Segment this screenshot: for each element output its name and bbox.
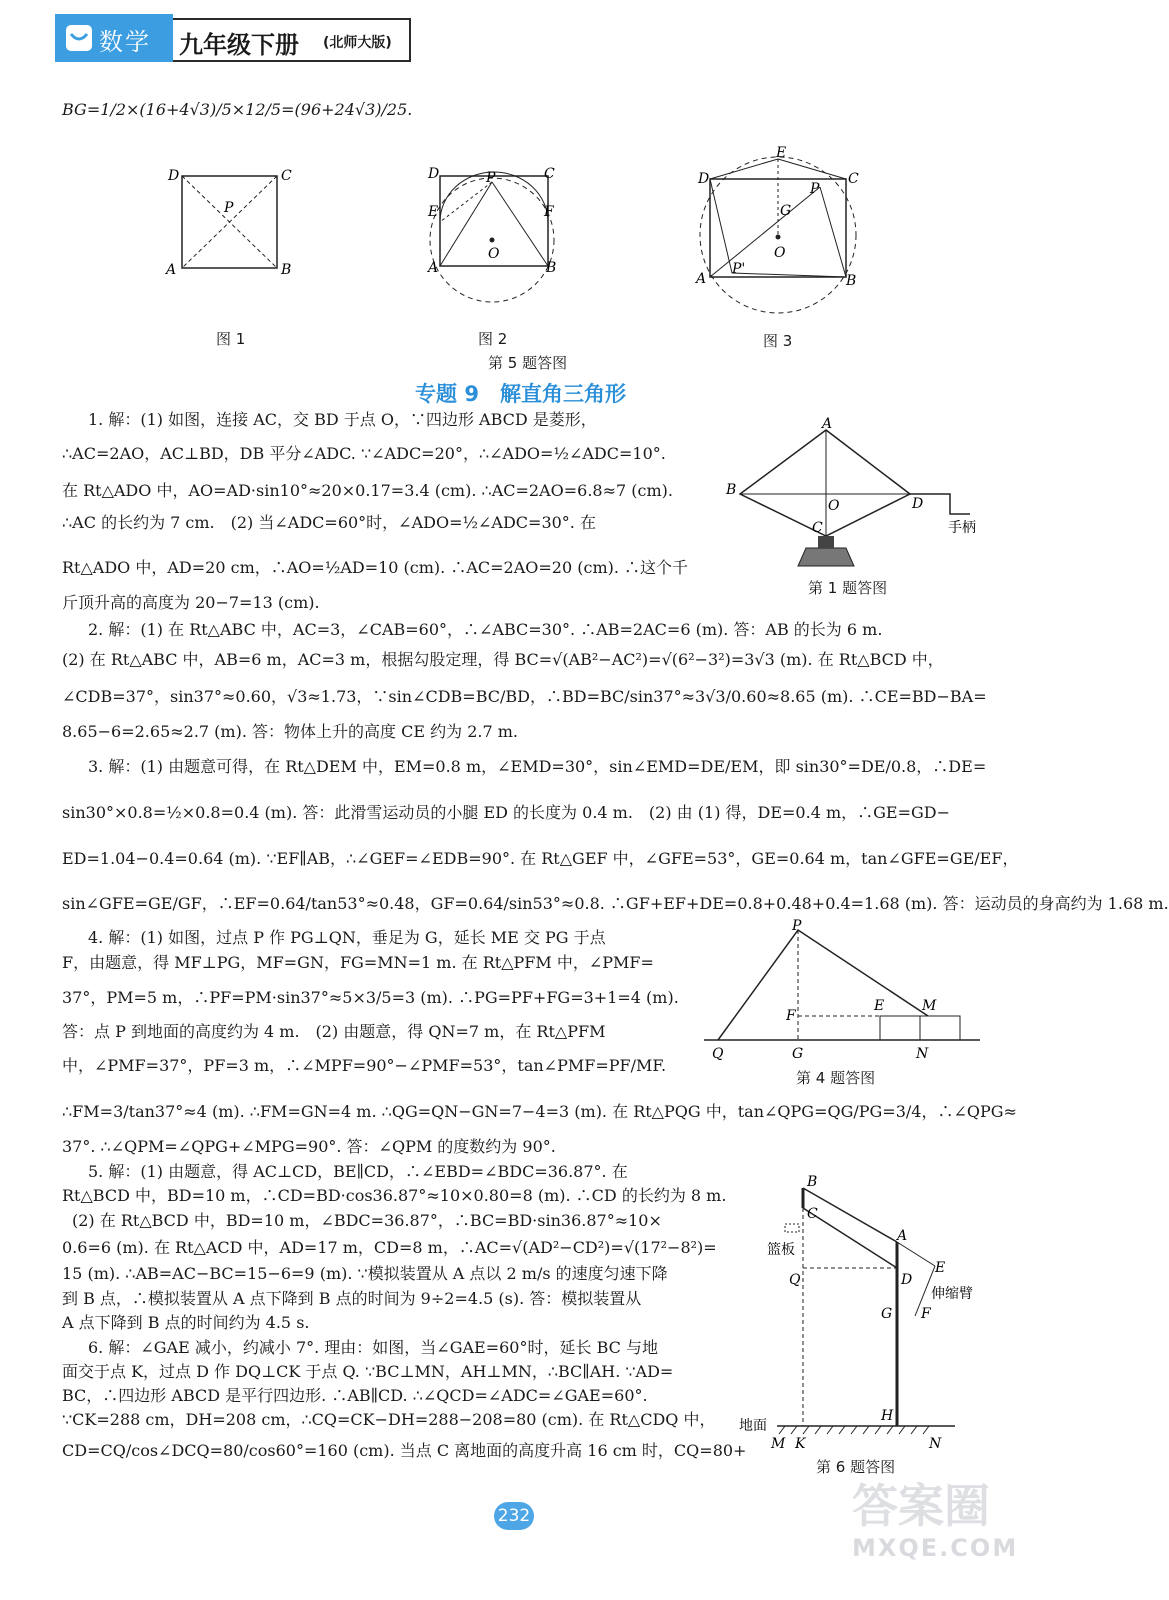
page-number: 232 bbox=[494, 1502, 534, 1530]
fig2-label-f: F bbox=[544, 204, 554, 220]
q6-label-e: E bbox=[935, 1260, 946, 1276]
text-line: 中，∠PMF=37°，PF=3 m，∴∠MPF=90°−∠PMF=53°，tan∠PMF=PF/MF. bbox=[62, 1056, 667, 1075]
q4-label-g: G bbox=[792, 1046, 804, 1062]
text-line: 到 B 点，∴模拟装置从 A 点下降到 B 点的时间为 9÷2=4.5 (s). 答：模拟装置从 bbox=[62, 1289, 642, 1308]
text-line: 0.6=6 (m). 在 Rt△ACD 中，AD=17 m，CD=8 m，∴AC=√(AD²−CD²)=√(17²−8²)= bbox=[62, 1238, 717, 1257]
text-line: 4. 解：(1) 如图，过点 P 作 PG⊥QN，垂足为 G，延长 ME 交 PG 于点 bbox=[88, 928, 606, 947]
text-line: 答：点 P 到地面的高度约为 4 m. (2) 由题意，得 QN=7 m，在 Rt△PFM bbox=[62, 1022, 606, 1041]
text-line: ∴AC 的长约为 7 cm. (2) 当∠ADC=60°时，∠ADO=½∠ADC=30°. 在 bbox=[62, 513, 596, 532]
text-line: ∴AC=2AO，AC⊥BD，DB 平分∠ADC. ∵∠ADC=20°，∴∠ADO=½∠ADC=10°. bbox=[62, 444, 666, 463]
q4-label-f: F bbox=[786, 1008, 796, 1024]
text-line: 5. 解：(1) 由题意，得 AC⊥CD，BE∥CD，∴∠EBD=∠BDC=36.87°. 在 bbox=[88, 1162, 628, 1181]
text-line: 在 Rt△ADO 中，AO=AD·sin10°≈20×0.17=3.4 (cm). ∴AC=2AO=6.8≈7 (cm). bbox=[62, 481, 673, 500]
q6-ground-label: 地面 bbox=[739, 1418, 767, 1434]
watermark-site: MXQE.COM bbox=[852, 1534, 1019, 1562]
text-line: BC，∴四边形 ABCD 是平行四边形. ∴AB∥CD. ∴∠QCD=∠ADC=∠GAE=60°. bbox=[62, 1386, 648, 1405]
fig1-label-b: B bbox=[281, 262, 292, 278]
fig3-label-c: C bbox=[848, 171, 859, 187]
book-icon bbox=[65, 24, 93, 52]
fig2-caption: 图 2 bbox=[478, 330, 508, 348]
fig3-label-o: O bbox=[774, 245, 786, 261]
q1-label-a: A bbox=[822, 416, 833, 432]
fig2-label-d: D bbox=[428, 166, 440, 182]
watermark-logo: 答案圈 bbox=[852, 1479, 990, 1533]
fig3-label-a: A bbox=[696, 271, 707, 287]
text-line: sin30°×0.8=½×0.8=0.4 (m). 答：此滑雪运动员的小腿 ED 的长度为 0.4 m. (2) 由 (1) 得，DE=0.4 m，∴GE=GD− bbox=[62, 803, 951, 822]
q6-label-h: H bbox=[881, 1408, 894, 1424]
figure-q1 bbox=[722, 418, 992, 578]
fig3-label-b: B bbox=[846, 273, 857, 289]
header-edition: (北师大版) bbox=[323, 35, 392, 51]
q6-label-k: K bbox=[795, 1436, 806, 1452]
text-line: CD=CQ/cos∠DCQ=80/cos60°=160 (cm). 当点 C 离地面的高度升高 16 cm 时，CQ=80+ bbox=[62, 1441, 747, 1460]
fig1-label-c: C bbox=[281, 168, 292, 184]
q6-label-q: Q bbox=[789, 1272, 801, 1288]
q4-label-q: Q bbox=[712, 1046, 724, 1062]
figure-3 bbox=[690, 145, 865, 315]
q4-label-n: N bbox=[916, 1046, 929, 1062]
fig3-caption: 图 3 bbox=[763, 332, 793, 350]
fig1-label-p: P bbox=[224, 200, 234, 216]
q4-label-e: E bbox=[874, 998, 885, 1014]
q6-label-d: D bbox=[901, 1272, 913, 1288]
q6-arm-label: 伸缩臂 bbox=[931, 1286, 973, 1302]
fig-q1-caption: 第 1 题答图 bbox=[808, 579, 888, 597]
figure-2 bbox=[420, 160, 570, 305]
fig1-caption: 图 1 bbox=[216, 330, 246, 348]
fig1-label-d: D bbox=[168, 168, 180, 184]
fig2-label-e: E bbox=[428, 204, 439, 220]
text-line: F，由题意，得 MF⊥PG，MF=GN，FG=MN=1 m. 在 Rt△PFM 中，∠PMF= bbox=[62, 953, 654, 972]
text-line: sin∠GFE=GE/GF，∴EF=0.64/tan53°≈0.48，GF=0.64/sin53°≈0.8. ∴GF+EF+DE=0.8+0.48+0.4=1.68 (m). 答：运动员的身高约为 1.68 m. bbox=[62, 894, 1169, 913]
q6-label-n: N bbox=[929, 1436, 942, 1452]
fig2-label-b: B bbox=[546, 260, 557, 276]
fig2-label-a: A bbox=[428, 260, 439, 276]
fig-q6-caption: 第 6 题答图 bbox=[816, 1458, 896, 1476]
text-line: 3. 解：(1) 由题意可得，在 Rt△DEM 中，EM=0.8 m，∠EMD=30°，sin∠EMD=DE/EM，即 sin30°=DE/0.8，∴DE= bbox=[88, 757, 987, 776]
figure-1 bbox=[160, 160, 310, 290]
text-line: Rt△BCD 中，BD=10 m，∴CD=BD·cos36.87°≈10×0.80=8 (m). ∴CD 的长约为 8 m. bbox=[62, 1186, 727, 1205]
fig5-group-caption: 第 5 题答图 bbox=[488, 354, 568, 372]
text-line: Rt△ADO 中，AD=20 cm，∴AO=½AD=10 (cm). ∴AC=2AO=20 (cm). ∴这个千 bbox=[62, 558, 689, 577]
q1-label-c: C bbox=[812, 520, 823, 536]
text-line: 面交于点 K，过点 D 作 DQ⊥CK 于点 Q. ∵BC⊥MN，AH⊥MN，∴BC∥AH. ∵AD= bbox=[62, 1362, 674, 1381]
q4-label-p: P bbox=[792, 918, 802, 934]
q1-label-o: O bbox=[828, 498, 840, 514]
q1-label-b: B bbox=[726, 482, 737, 498]
fig3-label-d: D bbox=[698, 171, 710, 187]
text-line: ED=1.04−0.4=0.64 (m). ∵EF∥AB，∴∠GEF=∠EDB=90°. 在 Rt△GEF 中，∠GFE=53°，GE=0.64 m，tan∠GFE=GE/EF， bbox=[62, 849, 1019, 868]
text-line: 15 (m). ∴AB=AC−BC=15−6=9 (m). ∵模拟装置从 A 点以 2 m/s 的速度匀速下降 bbox=[62, 1264, 668, 1283]
fig2-label-o: O bbox=[488, 246, 500, 262]
text-line: 2. 解：(1) 在 Rt△ABC 中，AC=3，∠CAB=60°，∴∠ABC=30°. ∴AB=2AC=6 (m). 答：AB 的长为 6 m. bbox=[88, 620, 883, 639]
text-line: 37°，PM=5 m，∴PF=PM·sin37°≈5×3/5=3 (m). ∴PG=PF+FG=3+1=4 (m). bbox=[62, 988, 679, 1007]
q6-label-c: C bbox=[807, 1206, 818, 1222]
q4-label-m: M bbox=[922, 998, 937, 1014]
fig1-label-a: A bbox=[166, 262, 177, 278]
text-line: 37°. ∴∠QPM=∠QPG+∠MPG=90°. 答：∠QPM 的度数约为 90°. bbox=[62, 1137, 556, 1156]
text-line: ∴FM=3/tan37°≈4 (m). ∴FM=GN=4 m. ∴QG=QN−GN=7−4=3 (m). 在 Rt△PQG 中，tan∠QPG=QG/PG=3/4，∴∠QPG≈ bbox=[62, 1102, 1017, 1121]
text-line: (2) 在 Rt△ABC 中，AB=6 m，AC=3 m，根据勾股定理，得 BC=√(AB²−AC²)=√(6²−3²)=3√3 (m). 在 Rt△BCD 中， bbox=[62, 650, 944, 669]
q1-label-d: D bbox=[912, 496, 924, 512]
figure-q6 bbox=[735, 1168, 995, 1458]
text-line: 6. 解：∠GAE 减小，约减小 7°. 理由：如图，当∠GAE=60°时，延长 BC 与地 bbox=[88, 1338, 658, 1357]
q6-label-a: A bbox=[897, 1228, 908, 1244]
q6-label-m: M bbox=[771, 1436, 786, 1452]
header-title: 九年级下册 bbox=[179, 31, 299, 59]
fig3-label-g: G bbox=[780, 203, 792, 219]
fig3-label-p-prime: P' bbox=[732, 261, 746, 277]
header-subject: 数学 bbox=[99, 28, 151, 56]
q6-label-b: B bbox=[807, 1174, 818, 1190]
fig3-label-e: E bbox=[776, 145, 787, 161]
text-line: 1. 解：(1) 如图，连接 AC，交 BD 于点 O，∵四边形 ABCD 是菱形， bbox=[88, 410, 597, 429]
fig2-label-p: P bbox=[486, 170, 496, 186]
q1-handle-label: 手柄 bbox=[948, 520, 976, 536]
intro-formula: BG=1/2×(16+4√3)/5×12/5=(96+24√3)/25. bbox=[62, 100, 413, 119]
section-title: 专题 9 解直角三角形 bbox=[415, 382, 626, 406]
text-line: ∵CK=288 cm，DH=208 cm，∴CQ=CK−DH=288−208=80 (cm). 在 Rt△CDQ 中， bbox=[62, 1410, 716, 1429]
fig-q4-caption: 第 4 题答图 bbox=[796, 1069, 876, 1087]
text-line: (2) 在 Rt△BCD 中，BD=10 m，∠BDC=36.87°，∴BC=BD·sin36.87°≈10× bbox=[72, 1211, 662, 1230]
q6-label-g: G bbox=[881, 1306, 893, 1322]
header-title-box bbox=[173, 18, 411, 62]
text-line: A 点下降到 B 点的时间约为 4.5 s. bbox=[62, 1313, 310, 1332]
text-line: 斤顶升高的高度为 20−7=13 (cm). bbox=[62, 593, 320, 612]
q6-label-f: F bbox=[921, 1306, 931, 1322]
text-line: ∠CDB=37°，sin37°≈0.60，√3≈1.73，∵sin∠CDB=BC/BD，∴BD=BC/sin37°≈3√3/0.60≈8.65 (m). ∴CE=BD−BA= bbox=[62, 687, 987, 706]
figure-q4 bbox=[700, 918, 990, 1063]
text-line: 8.65−6=2.65≈2.7 (m). 答：物体上升的高度 CE 约为 2.7 m. bbox=[62, 722, 518, 741]
fig2-label-c: C bbox=[544, 166, 555, 182]
q6-backboard-label: 篮板 bbox=[767, 1242, 795, 1258]
fig3-label-p: P bbox=[810, 181, 820, 197]
header-subject-tab bbox=[55, 14, 173, 62]
